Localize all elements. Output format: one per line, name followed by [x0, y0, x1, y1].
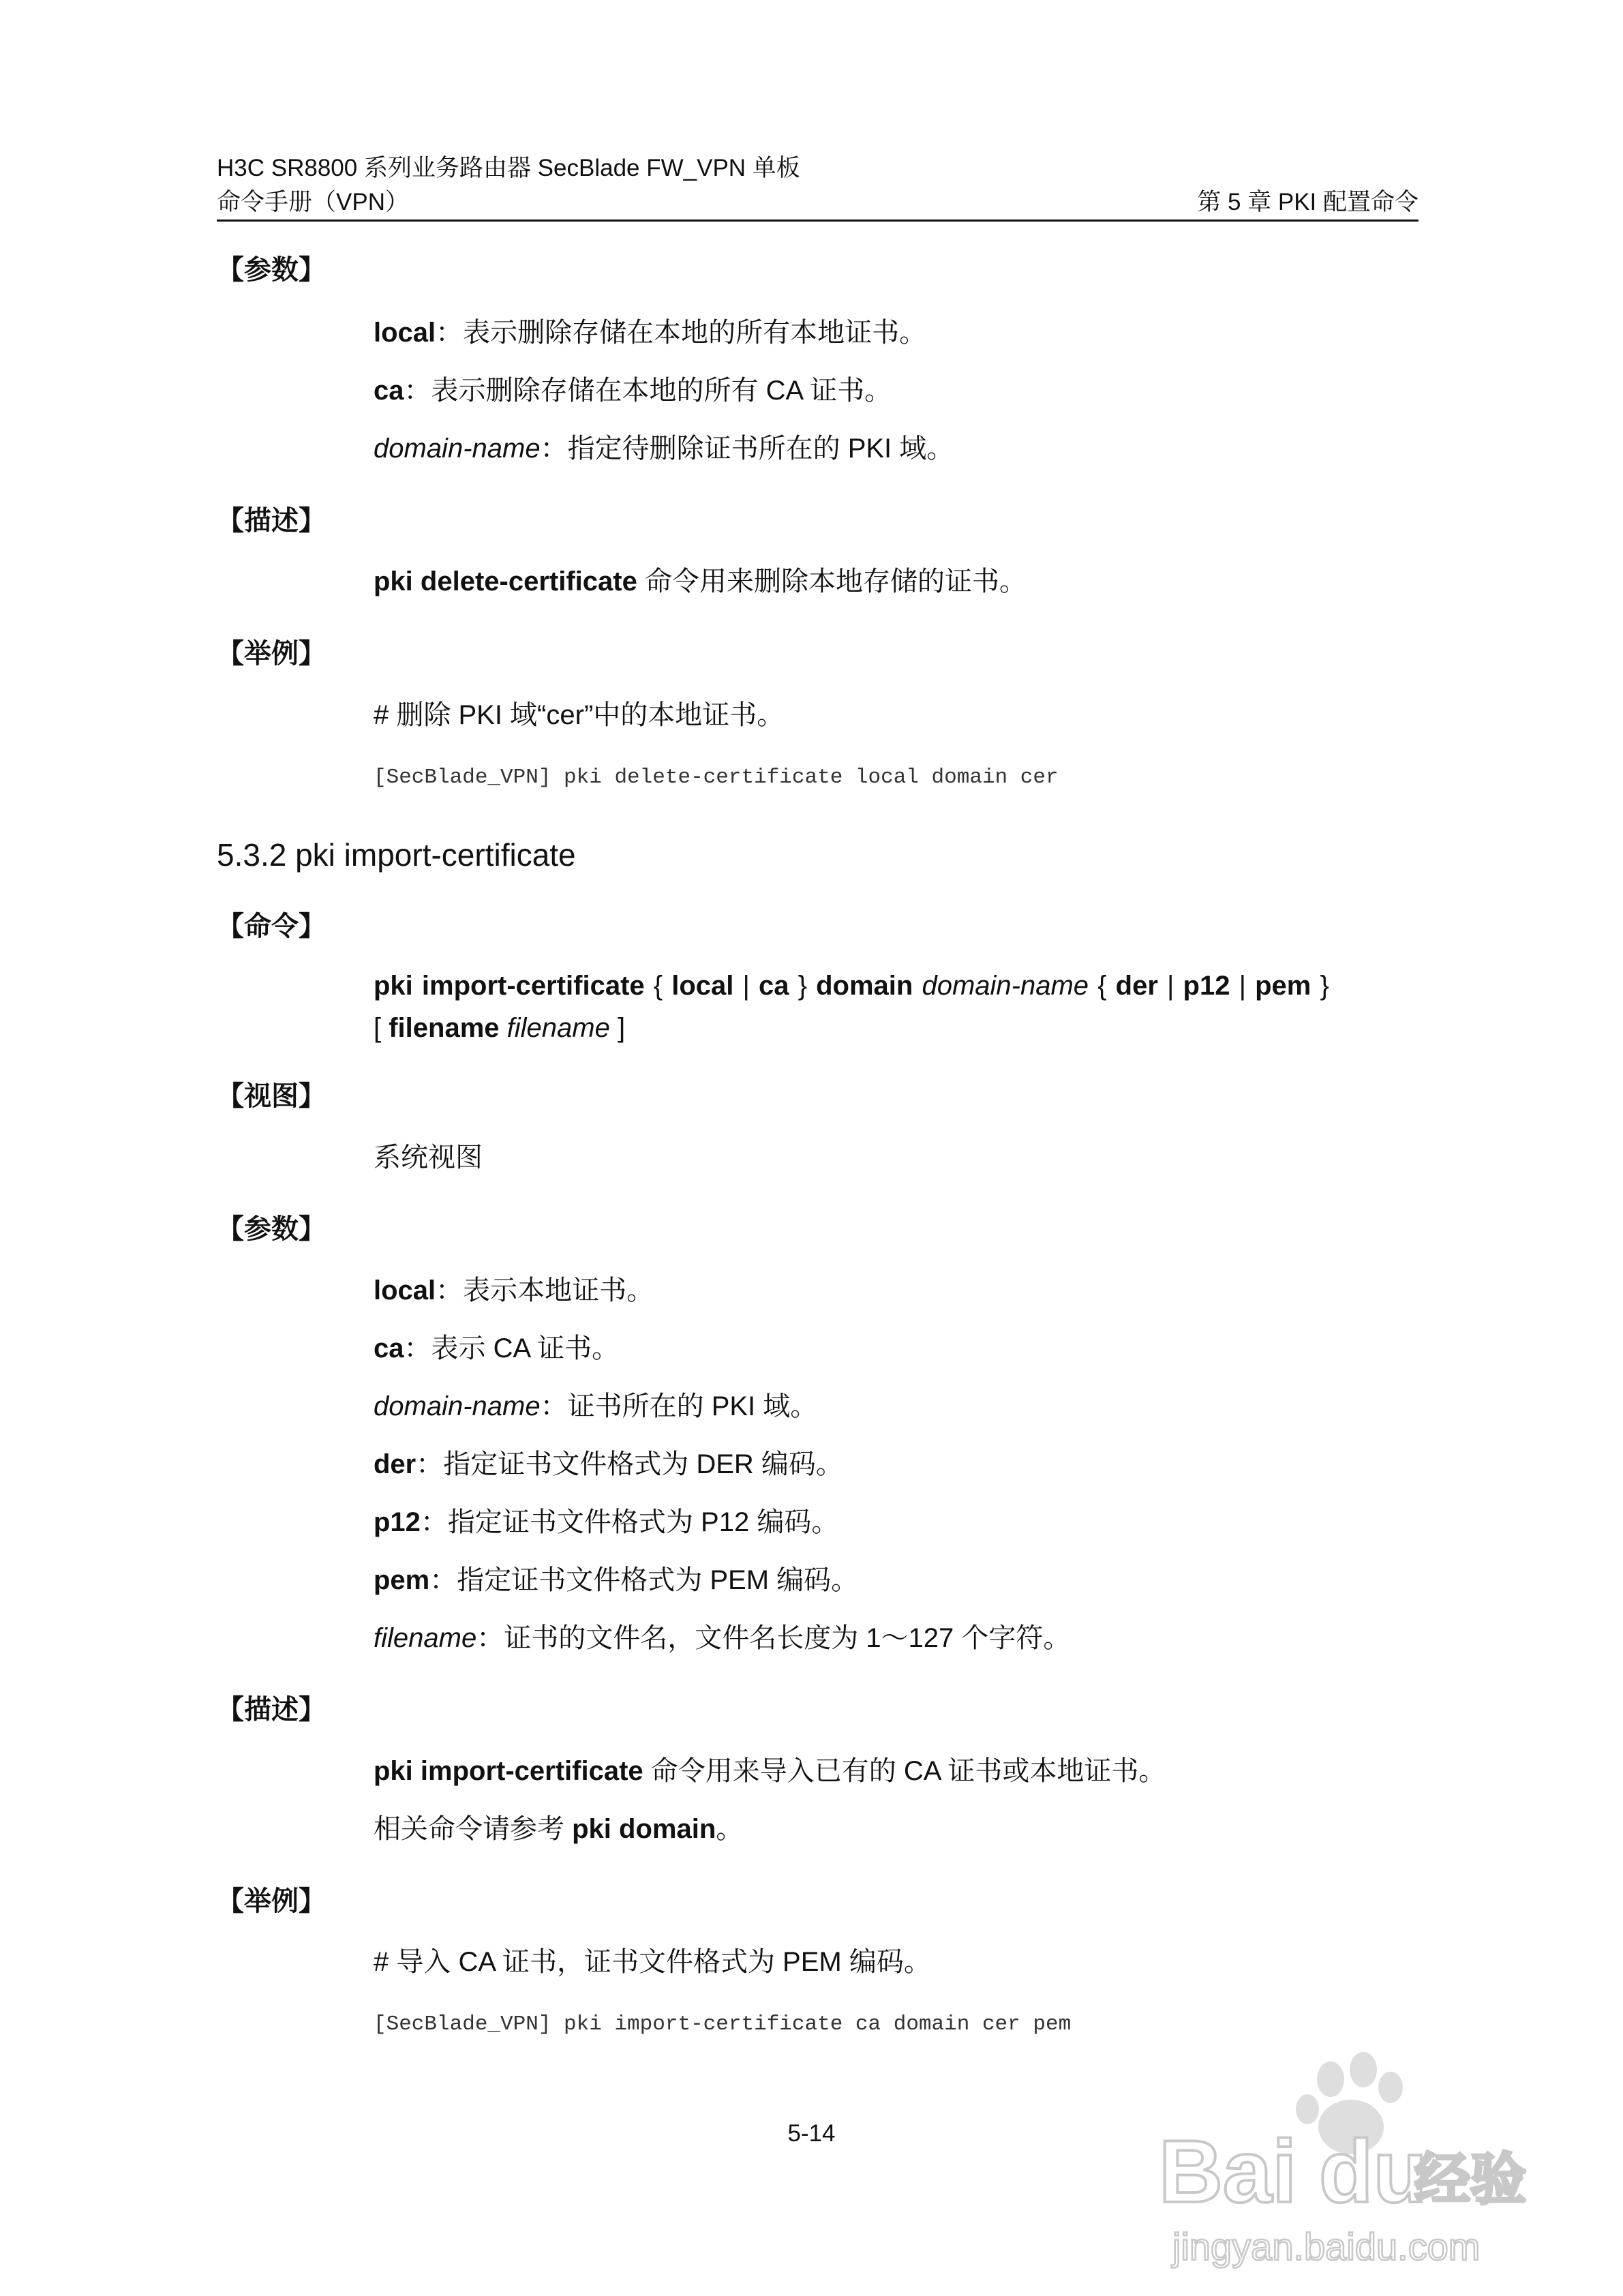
syntax-punct: ] — [609, 1013, 626, 1043]
param-ca-1 — [374, 373, 892, 408]
param-keyword: ca — [374, 1333, 404, 1363]
view-heading: 【视图】 — [217, 1081, 326, 1111]
command-syntax-line1 — [374, 968, 1329, 1003]
syntax-punct: | — [733, 971, 759, 1001]
syntax-argument: filename — [506, 1013, 610, 1043]
param-local-2 — [374, 1273, 654, 1308]
param-keyword: pem — [374, 1565, 430, 1595]
header-title: H3C SR8800 系列业务路由器 SecBlade FW_VPN 单板 — [217, 155, 800, 181]
syntax-keyword: pem — [1255, 971, 1311, 1001]
syntax-keyword: domain — [816, 971, 913, 1001]
related-commands — [374, 1811, 743, 1847]
example-comment-2: # 导入 CA 证书，证书文件格式为 PEM 编码。 — [374, 1947, 931, 1977]
param-description: ：指定证书文件格式为 P12 编码。 — [420, 1507, 839, 1537]
section-title: 5.3.2 pki import-certificate — [217, 837, 576, 873]
syntax-keyword: filename — [389, 1013, 500, 1043]
example-comment-1: # 删除 PKI 域“cer”中的本地证书。 — [374, 700, 785, 730]
syntax-punct: } — [1311, 971, 1329, 1001]
related-label: 相关命令请参考 — [374, 1814, 573, 1844]
param-keyword: local — [374, 318, 436, 348]
param-description: ：指定证书文件格式为 DER 编码。 — [416, 1449, 843, 1479]
param-description: ：指定证书文件格式为 PEM 编码。 — [429, 1565, 859, 1595]
header-subtitle: 命令手册（VPN） — [217, 189, 409, 215]
cmd-heading: 【命令】 — [217, 911, 326, 941]
param-description: ：表示本地证书。 — [436, 1275, 654, 1305]
example-heading-1: 【举例】 — [217, 639, 326, 669]
syntax-argument: domain-name — [922, 971, 1089, 1001]
param-keyword: ca — [374, 376, 404, 406]
params-heading-1: 【参数】 — [217, 255, 326, 285]
syntax-keyword: der — [1115, 971, 1158, 1001]
syntax-punct: [ — [374, 1013, 389, 1043]
param-description: ：指定待删除证书所在的 PKI 域。 — [540, 434, 954, 464]
param-description: ：表示删除存储在本地的所有 CA 证书。 — [404, 376, 892, 406]
param-keyword: p12 — [374, 1507, 421, 1537]
desc-text-2 — [374, 1753, 1166, 1789]
syntax-keyword: local — [671, 971, 734, 1001]
header-chapter: 第 5 章 PKI 配置命令 — [1197, 189, 1419, 215]
param-description: ：表示删除存储在本地的所有本地证书。 — [436, 318, 927, 348]
syntax-punct: { — [1089, 971, 1116, 1001]
param-keyword: filename — [374, 1623, 477, 1653]
param-filename — [374, 1620, 1070, 1656]
param-keyword: domain-name — [374, 1391, 541, 1421]
param-description: ：表示 CA 证书。 — [404, 1333, 620, 1363]
syntax-keyword: pki import-certificate — [374, 971, 645, 1001]
header-rule — [217, 220, 1419, 222]
param-p12 — [374, 1505, 838, 1540]
watermark-brand-b: du — [1319, 2121, 1427, 2221]
command-keyword: pki import-certificate — [374, 1756, 643, 1786]
syntax-punct — [500, 1013, 507, 1043]
param-domain-2 — [374, 1389, 817, 1424]
example-code-1: [SecBlade_VPN] pki delete-certificate local domain cer — [374, 766, 1059, 789]
watermark-brand-c: 经验 — [1414, 2149, 1527, 2211]
param-keyword: der — [374, 1449, 416, 1479]
desc-heading-1: 【描述】 — [217, 506, 326, 536]
related-command-keyword: pki domain — [572, 1814, 716, 1844]
syntax-punct: | — [1230, 971, 1256, 1001]
syntax-keyword: ca — [759, 971, 789, 1001]
param-local-1 — [374, 315, 926, 350]
syntax-punct: { — [644, 971, 672, 1001]
param-domain-1 — [374, 431, 954, 466]
desc-body: 命令用来导入已有的 CA 证书或本地证书。 — [643, 1756, 1166, 1786]
command-syntax-line2 — [374, 1010, 625, 1046]
baidu-jingyan-watermark — [1152, 2052, 1534, 2277]
desc-heading-2: 【描述】 — [217, 1695, 326, 1725]
param-description: ：证书的文件名，文件名长度为 1～127 个字符。 — [476, 1623, 1071, 1653]
params-heading-2: 【参数】 — [217, 1214, 326, 1244]
syntax-punct: | — [1157, 971, 1183, 1001]
param-pem — [374, 1562, 858, 1598]
example-code-2: [SecBlade_VPN] pki import-certificate ca domain cer pem — [374, 2012, 1072, 2036]
watermark-url: jingyan.baidu.com — [1172, 2225, 1481, 2268]
desc-text-1 — [374, 564, 1027, 599]
command-keyword: pki delete-certificate — [374, 567, 637, 596]
example-heading-2: 【举例】 — [217, 1886, 326, 1916]
param-description: ：证书所在的 PKI 域。 — [540, 1391, 818, 1421]
param-keyword: domain-name — [374, 434, 541, 464]
param-keyword: local — [374, 1275, 436, 1305]
page-number: 5-14 — [787, 2120, 836, 2147]
syntax-punct — [913, 971, 922, 1001]
view-text: 系统视图 — [374, 1143, 483, 1173]
desc-body: 命令用来删除本地存储的证书。 — [637, 567, 1027, 596]
param-der — [374, 1447, 843, 1482]
syntax-punct: } — [789, 971, 817, 1001]
related-end: 。 — [716, 1814, 744, 1844]
syntax-keyword: p12 — [1183, 971, 1230, 1001]
param-ca-2 — [374, 1331, 619, 1366]
watermark-brand-a: Bai — [1159, 2121, 1297, 2221]
